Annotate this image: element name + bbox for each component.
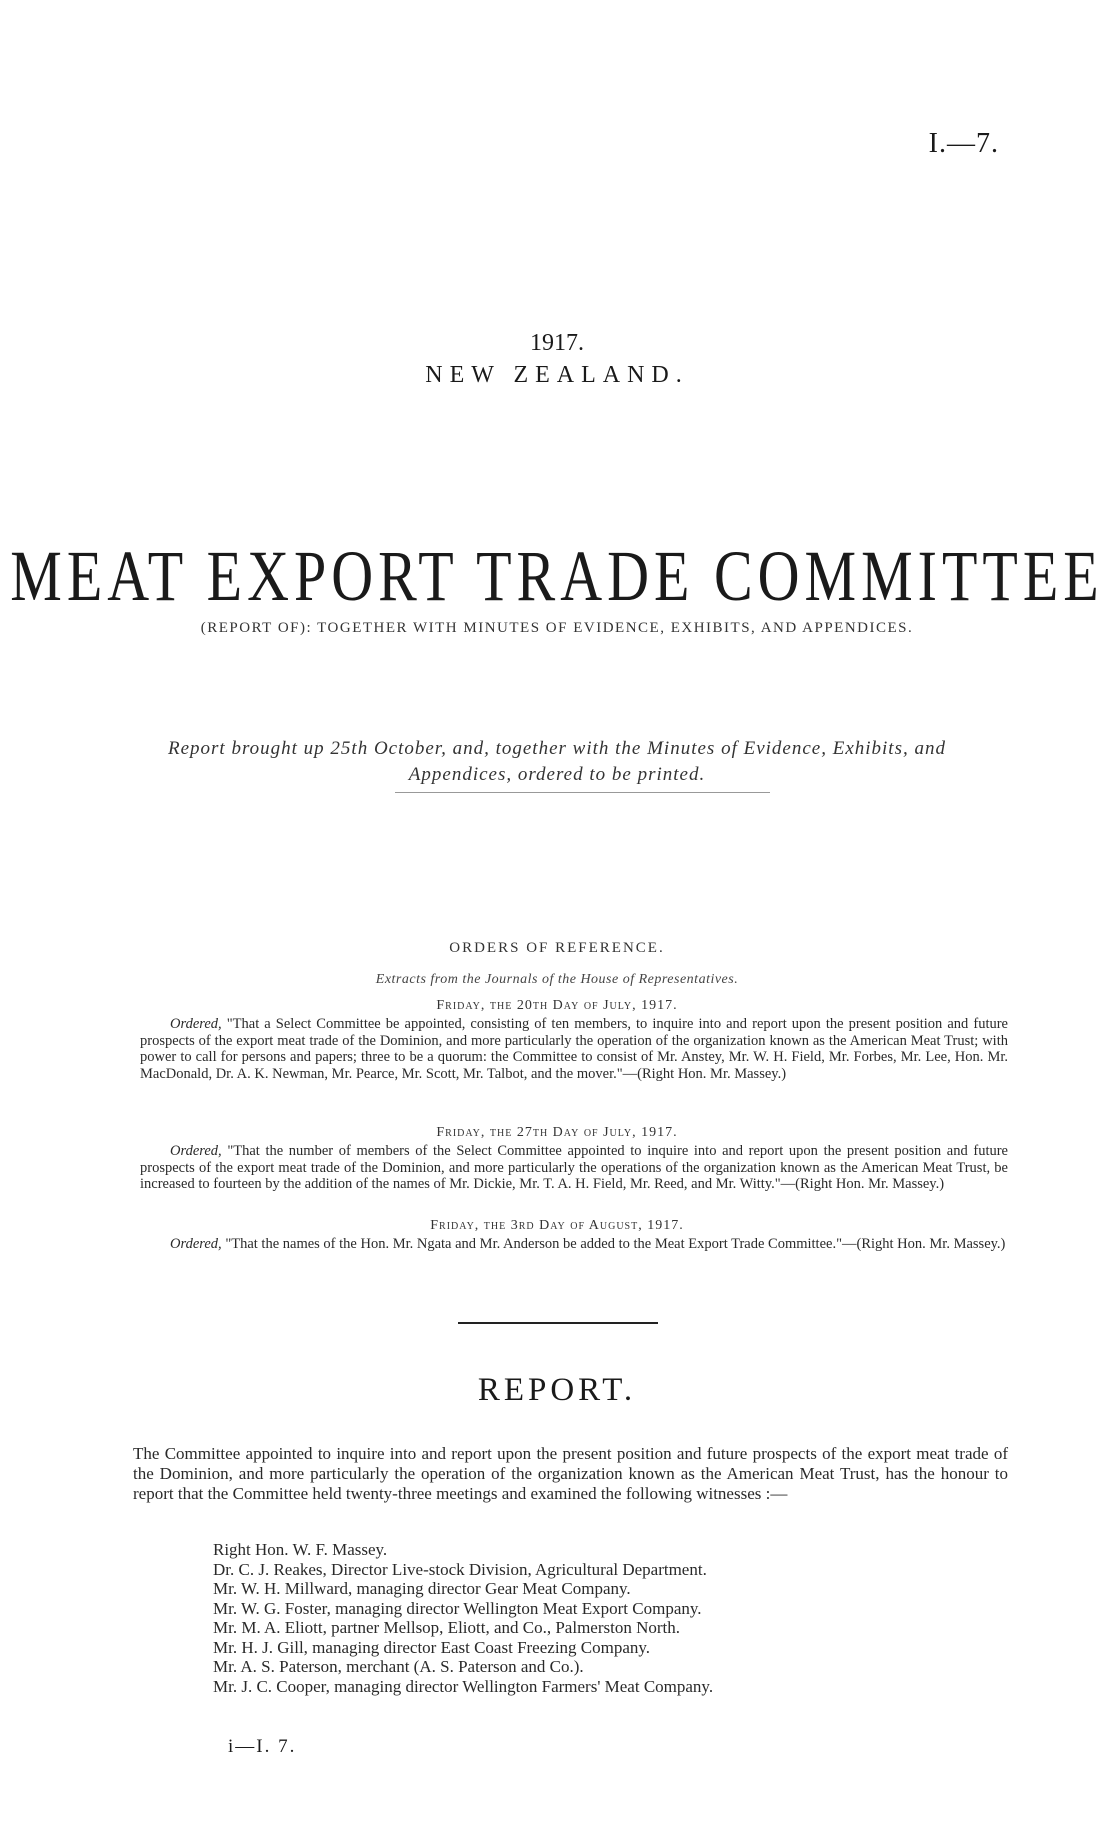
brought-up-line-2: Appendices, ordered to be printed.	[408, 764, 706, 785]
order-date: Friday, the 3rd Day of August, 1917.	[430, 1218, 684, 1233]
witness-item: Mr. W. H. Millward, managing director Gear Meat Company.	[213, 1579, 631, 1598]
order-ordered-label: Ordered,	[170, 1236, 222, 1252]
witness-item: Right Hon. W. F. Massey.	[213, 1540, 388, 1559]
witness-item: Mr. H. J. Gill, managing director East Coast Freezing Company.	[213, 1637, 651, 1657]
order-paragraph	[140, 1236, 1008, 1253]
order-date: Friday, the 20th Day of July, 1917.	[436, 998, 678, 1013]
brought-up-note	[0, 736, 1114, 788]
document-subtitle: (REPORT OF): TOGETHER WITH MINUTES OF EVIDENCE, EXHIBITS, AND APPENDICES.	[200, 620, 914, 636]
section-divider	[458, 1322, 658, 1324]
orders-heading: ORDERS OF REFERENCE.	[449, 940, 665, 956]
orders-extracts-note: Extracts from the Journals of the House of Representatives.	[375, 972, 739, 987]
document-country: NEW ZEALAND.	[425, 362, 689, 388]
order-paragraph	[140, 1143, 1008, 1193]
document-reference-number: I.—7.	[928, 128, 999, 159]
report-heading: REPORT.	[477, 1372, 637, 1408]
order-paragraph	[140, 1016, 1008, 1082]
document-year: 1917.	[530, 330, 584, 356]
order-text: "That the number of members of the Select Committee appointed to inquire into and report upon the present position and future prospects of the export meat trade of the Dominion, and more particularly the operations of the organization known as the American Meat Trust, be increased to fourteen by the addition of the names of Mr. Dickie, Mr. T. A. H. Field, Mr. Reed, and Mr. Witty."—(Right Hon. Mr. Massey.)	[140, 1143, 1008, 1192]
brought-up-line-1: Report brought up 25th October, and, together with the Minutes of Evidence, Exhibits, and	[167, 738, 946, 759]
witness-item: Mr. M. A. Eliott, partner Mellsop, Eliott, and Co., Palmerston North.	[213, 1618, 680, 1637]
witness-item: Dr. C. J. Reakes, Director Live-stock Division, Agricultural Department.	[213, 1559, 707, 1579]
page-signature-mark: i—I. 7.	[228, 1736, 297, 1757]
witness-item: Mr. W. G. Foster, managing director Wellington Meat Export Company.	[213, 1598, 702, 1618]
divider-rule	[395, 792, 770, 793]
report-intro-paragraph: The Committee appointed to inquire into and report upon the present position and future prospects of the export meat trade of the Dominion, and more particularly the operation of the organization known as the American Meat Trust, has the honour to report that the Committee held twenty-three meetings and examined the following witnesses :—	[133, 1444, 1008, 1503]
order-date: Friday, the 27th Day of July, 1917.	[436, 1125, 678, 1140]
order-ordered-label: Ordered,	[170, 1143, 222, 1159]
witness-list	[213, 1540, 1013, 1696]
document-title: MEAT EXPORT TRADE COMMITTEE	[10, 535, 1104, 617]
order-text: "That the names of the Hon. Mr. Ngata and Mr. Anderson be added to the Meat Export Trade Committee."—(Right Hon. Mr. Massey.)	[225, 1236, 1006, 1252]
witness-item: Mr. A. S. Paterson, merchant (A. S. Paterson and Co.).	[213, 1657, 584, 1676]
order-ordered-label: Ordered,	[170, 1016, 222, 1032]
witness-item: Mr. J. C. Cooper, managing director Wellington Farmers' Meat Company.	[213, 1676, 714, 1696]
order-text: "That a Select Committee be appointed, consisting of ten members, to inquire into and report upon the present position and future prospects of the export meat trade of the Dominion, and more particularly the operation of the organization known as the American Meat Trust; with power to call for persons and papers; three to be a quorum: the Committee to consist of Mr. Anstey, Mr. W. H. Field, Mr. Forbes, Mr. Lee, Hon. Mr. MacDonald, Dr. A. K. Newman, Mr. Pearce, Mr. Scott, Mr. Talbot, and the mover."—(Right Hon. Mr. Massey.)	[140, 1016, 1008, 1082]
